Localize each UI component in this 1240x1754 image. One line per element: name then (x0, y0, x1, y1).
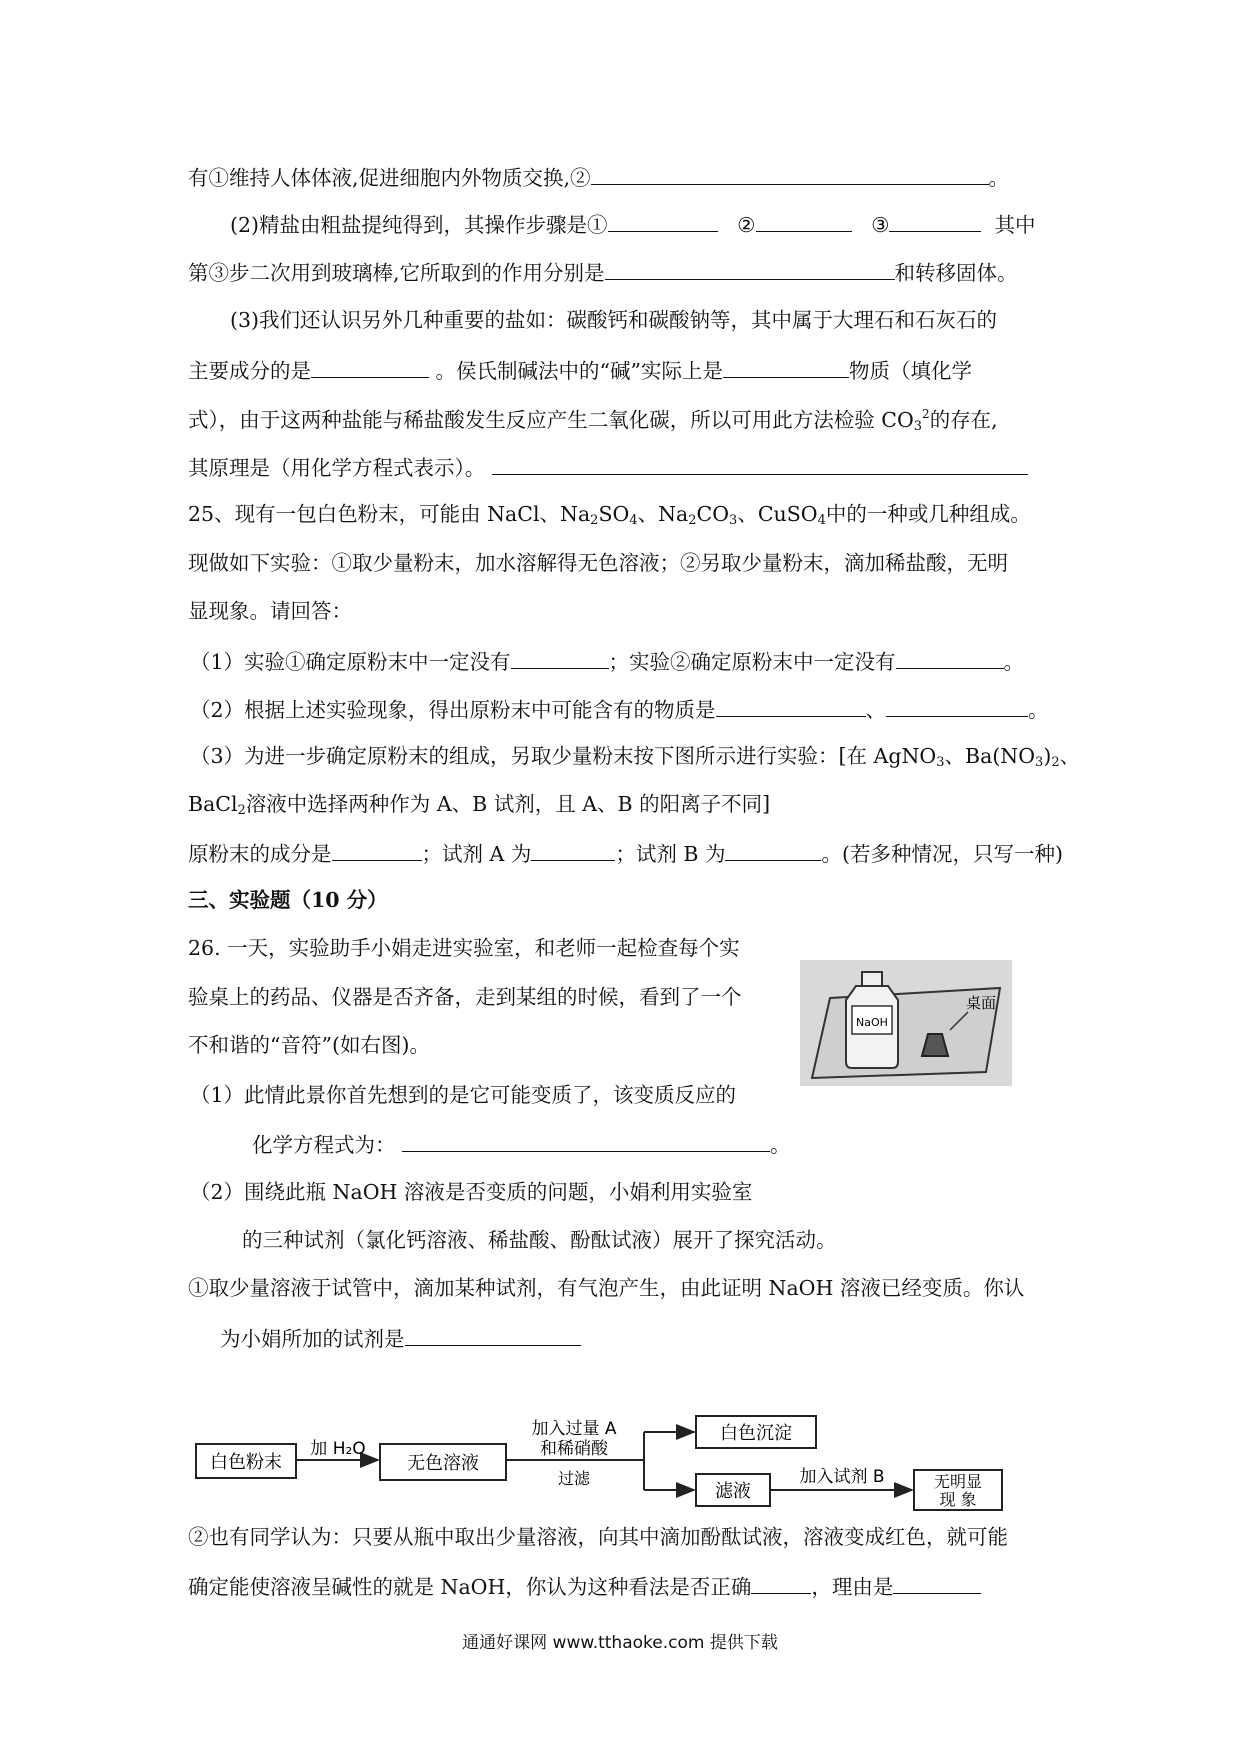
text: 。 (1003, 650, 1025, 674)
answer-blank[interactable] (402, 1133, 770, 1152)
q24-p3-line-2 (188, 359, 972, 382)
text: 其中 (994, 213, 1036, 237)
experiment-flowchart (194, 1412, 1124, 1512)
subscript: 2 (590, 513, 599, 528)
text: ，理由是 (811, 1575, 894, 1599)
answer-blank[interactable] (492, 456, 1028, 475)
text: 。 (988, 166, 1010, 190)
arrow-add-a-label-1: 加入过量 A (531, 1419, 617, 1439)
text: ) (1043, 744, 1052, 768)
text: 。侯氏制碱法中的“碱”实际上是 (435, 359, 723, 383)
q26-line-1: 26. 一天，实验助手小娟走进实验室，和老师一起检查每个实 (188, 936, 740, 960)
subscript: 2 (688, 513, 697, 528)
text: 化学方程式为： (252, 1133, 396, 1157)
arrow-add-a-label-2: 和稀硝酸 (540, 1439, 608, 1459)
arrow-filter-label: 过滤 (557, 1469, 591, 1488)
text: （1）实验①确定原粉末中一定没有 (190, 650, 511, 674)
q26-sub-2-line-1: （2）围绕此瓶 NaOH 溶液是否变质的问题，小娟利用实验室 (190, 1180, 753, 1204)
answer-blank[interactable] (311, 359, 429, 378)
q25-sub-3-line-3 (188, 842, 1063, 865)
q26-line-2: 验桌上的药品、仪器是否齐备，走到某组的时候，看到了一个 (188, 985, 742, 1009)
box-white-powder-label: 白色粉末 (210, 1452, 282, 1473)
box-filtrate-label: 滤液 (715, 1481, 751, 1502)
q24-p3-line-4 (188, 456, 1028, 479)
answer-blank[interactable] (605, 261, 895, 280)
text: 有①维持人体体液,促进细胞内外物质交换,② (188, 166, 591, 190)
q24-p2-line-1 (230, 213, 1036, 236)
text: ；试剂 B 为 (615, 842, 726, 866)
text: 为小娟所加的试剂是 (220, 1327, 405, 1351)
bottle-neck (862, 972, 882, 986)
text: 、CuSO (737, 502, 818, 526)
answer-blank[interactable] (725, 842, 821, 861)
text: （3）为进一步确定原粉末的组成，另取少量粉末按下图所示进行实验：[在 AgNO (190, 744, 937, 768)
text: SO (598, 502, 630, 526)
text: 第③步二次用到玻璃棒,它所取到的作用分别是 (188, 261, 605, 285)
box-white-precipitate-label: 白色沉淀 (720, 1423, 792, 1444)
subscript: 3 (913, 419, 923, 434)
text: 物质（填化学 (849, 359, 972, 383)
q25-sub-2 (190, 698, 1049, 721)
answer-blank[interactable] (896, 650, 1004, 669)
answer-blank[interactable] (886, 698, 1028, 717)
q26-c1-line-2 (220, 1327, 581, 1350)
text: 。 (1028, 698, 1049, 722)
subscript: 3 (1035, 755, 1044, 770)
text: 、 (1059, 744, 1081, 768)
text: （2）根据上述实验现象，得出原粉末中可能含有的物质是 (190, 698, 716, 722)
q26-sub-2-line-2: 的三种试剂（氯化钙溶液、稀盐酸、酚酞试液）展开了探究活动。 (242, 1228, 837, 1252)
text: 。(若多种情况，只写一种) (821, 842, 1063, 866)
arrow-add-water-label: 加 H₂O (310, 1439, 366, 1459)
q26-c2-line-2 (188, 1575, 981, 1598)
answer-blank[interactable] (531, 842, 615, 861)
q24-p2-line-2 (188, 261, 1018, 284)
q26-c1-line-1: ①取少量溶液于试管中，滴加某种试剂，有气泡产生，由此证明 NaOH 溶液已经变质。你认 (188, 1276, 1025, 1300)
text: 、Ba(NO (944, 744, 1036, 768)
text: 确定能使溶液呈碱性的就是 NaOH，你认为这种看法是否正确 (188, 1575, 752, 1599)
answer-blank[interactable] (332, 842, 422, 861)
q26-line-3: 不和谐的“音符”(如右图)。 (188, 1033, 430, 1057)
q26-sub-1-line-1: （1）此情此景你首先想到的是它可能变质了，该变质反应的 (190, 1083, 737, 1107)
q24-p3-line-3 (188, 408, 998, 433)
q25-sub-1 (190, 650, 1024, 673)
answer-blank[interactable] (756, 213, 852, 232)
text: CO (696, 502, 730, 526)
text: 式），由于这两种盐能与稀盐酸发生反应产生二氧化碳，所以可用此方法检验 CO (188, 408, 914, 432)
text: 其原理是（用化学方程式表示）。 (188, 456, 486, 480)
subscript: 2 (237, 803, 246, 818)
page-footer: 通通好课网 www.tthaoke.com 提供下载 (462, 1633, 778, 1653)
answer-blank[interactable] (751, 1575, 811, 1594)
q25-sub-3-line-1 (190, 746, 1080, 769)
text: ；试剂 A 为 (421, 842, 532, 866)
text: 和转移固体。 (894, 261, 1018, 285)
text: 、Na (637, 502, 689, 526)
arrow-add-b-label: 加入试剂 B (799, 1467, 885, 1487)
text: BaCl (188, 792, 238, 816)
text: (2)精盐由粗盐提纯得到，其操作步骤是① (230, 213, 608, 237)
subscript: 3 (729, 513, 738, 528)
text: 原粉末的成分是 (188, 842, 332, 866)
table-label: 桌面 (966, 994, 997, 1012)
subscript: 2 (1051, 755, 1060, 770)
q24-line-1 (188, 166, 1009, 189)
box-colorless-solution-label: 无色溶液 (407, 1453, 479, 1474)
q26-sub-1-line-2 (252, 1133, 791, 1156)
text: 、 (865, 698, 887, 722)
q25-line-1 (188, 504, 1031, 527)
subscript: 3 (936, 755, 945, 770)
q25-line-3: 显现象。请回答： (188, 599, 352, 623)
q24-p3-line-1: (3)我们还认识另外几种重要的盐如：碳酸钙和碳酸钠等，其中属于大理石和石灰石的 (230, 308, 998, 332)
text: 中的一种或几种组成。 (825, 502, 1031, 526)
answer-blank[interactable] (889, 213, 981, 232)
q26-c2-line-1: ②也有同学认为：只要从瓶中取出少量溶液，向其中滴加酚酞试液，溶液变成红色，就可能 (188, 1525, 1008, 1549)
answer-blank[interactable] (893, 1575, 981, 1594)
answer-blank[interactable] (405, 1327, 581, 1346)
text: ② (737, 213, 756, 237)
text: ；实验②确定原粉末中一定没有 (608, 650, 896, 674)
box-no-phenomenon-label-2: 现 象 (939, 1490, 977, 1509)
answer-blank[interactable] (723, 359, 849, 378)
box-no-phenomenon-label-1: 无明显 (933, 1472, 983, 1491)
text: 。 (770, 1133, 791, 1157)
superscript: 2 (922, 407, 930, 421)
answer-blank[interactable] (591, 166, 989, 185)
text: 25、现有一包白色粉末，可能由 NaCl、Na (188, 502, 591, 526)
text: 溶液中选择两种作为 A、B 试剂，且 A、B 的阳离子不同] (245, 792, 771, 816)
text: 主要成分的是 (188, 359, 311, 383)
naoh-bottle-figure (800, 960, 1012, 1086)
q25-sub-3-line-2 (188, 794, 770, 817)
bottle-label-text: NaOH (856, 1016, 888, 1029)
subscript: 4 (817, 513, 826, 528)
answer-blank[interactable] (511, 650, 609, 669)
section-3-title: 三、实验题（10 分） (188, 888, 388, 912)
answer-blank[interactable] (716, 698, 866, 717)
answer-blank[interactable] (608, 213, 718, 232)
q25-line-2: 现做如下实验：①取少量粉末，加水溶解得无色溶液；②另取少量粉末，滴加稀盐酸，无明 (188, 551, 1008, 575)
text: 的存在, (929, 408, 998, 432)
subscript: 4 (629, 513, 638, 528)
text: ③ (871, 213, 890, 237)
